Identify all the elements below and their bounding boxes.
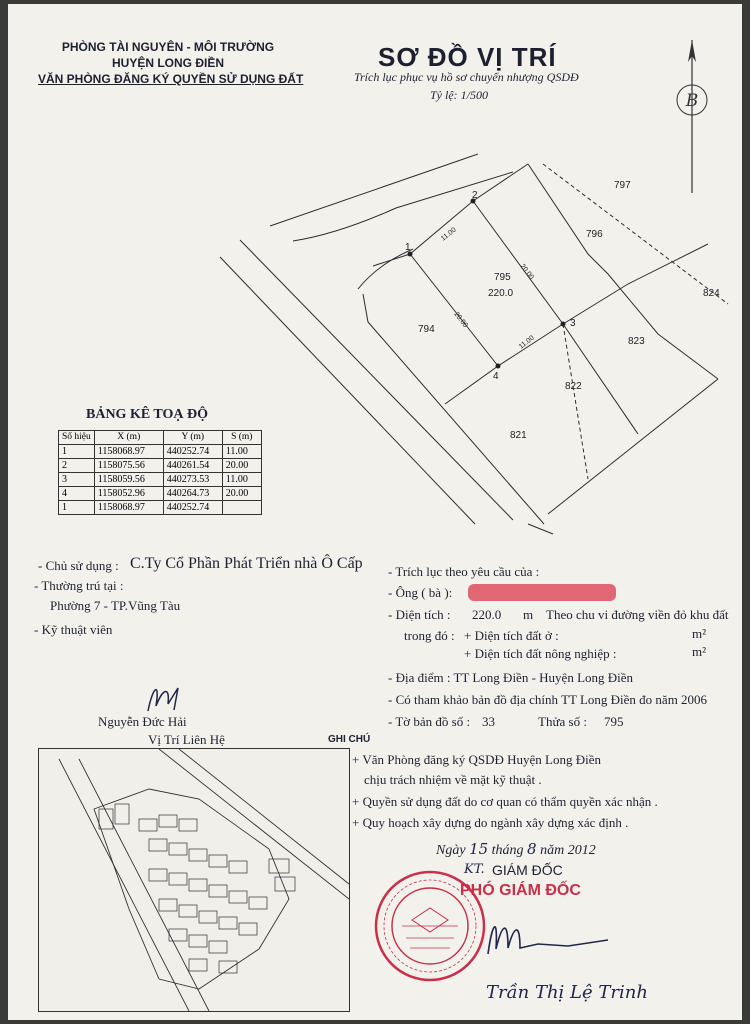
page-title: SƠ ĐỒ VỊ TRÍ xyxy=(378,42,557,72)
director-title: GIÁM ĐỐC xyxy=(492,862,563,878)
date-line xyxy=(436,840,596,859)
parcel-823: 823 xyxy=(628,336,645,347)
residence-label: - Thường trú tại : xyxy=(34,578,124,593)
org-line-3: VĂN PHÒNG ĐĂNG KÝ QUYỀN SỬ DỤNG ĐẤT xyxy=(38,72,304,86)
parcel-824: 824 xyxy=(703,288,720,299)
parcel-822: 822 xyxy=(565,381,582,392)
table-row: 3 1158059.56 440273.53 11.00 xyxy=(59,473,262,487)
area-value: 220.0 xyxy=(472,607,502,622)
parcel-area: 220.0 xyxy=(488,288,514,299)
table-row: 1 1158068.97 440252.74 xyxy=(59,501,262,515)
org-line-2: HUYỆN LONG ĐIỀN xyxy=(111,56,224,70)
kt-mark: KT. xyxy=(464,862,485,877)
reference-line: - Có tham khảo bản đồ địa chính TT Long Điền đo năm 2006 xyxy=(388,692,708,707)
residential-area-label: + Diện tích đất ở : xyxy=(464,628,559,643)
date-day: 15 xyxy=(469,840,489,858)
director-signature xyxy=(478,904,628,964)
location-line: - Địa điểm : TT Long Điền - Huyện Long Điền xyxy=(388,670,634,685)
agricultural-area-label: + Diện tích đất nông nghiệp : xyxy=(464,646,617,661)
parcel-821: 821 xyxy=(510,430,527,441)
north-letter: B xyxy=(685,91,699,111)
parcel-794: 794 xyxy=(418,324,435,335)
parcel-797: 797 xyxy=(614,180,631,191)
signer-name: Trần Thị Lệ Trinh xyxy=(486,982,648,1003)
breakdown-label: trong đó : xyxy=(404,628,455,643)
document-page xyxy=(8,4,742,1020)
coords-header-x: X (m) xyxy=(94,431,163,445)
location-inset-map xyxy=(38,748,350,1012)
table-row: 4 1158052.96 440264.73 20.00 xyxy=(59,487,262,501)
edge-label-2: 20.00 xyxy=(518,262,535,282)
map-sheet-label: - Tờ bản đồ số : xyxy=(388,714,471,729)
point-1: 1 xyxy=(405,242,411,253)
extract-request: - Trích lục theo yêu cầu của : xyxy=(388,564,540,579)
note-1b: chịu trách nhiệm về mặt kỹ thuật . xyxy=(364,772,542,787)
parcel-796: 796 xyxy=(586,229,603,240)
official-stamp xyxy=(372,868,488,984)
edge-label-3: 11.00 xyxy=(517,334,536,351)
edge-label-1: 11.00 xyxy=(439,226,458,243)
page-subtitle: Trích lục phục vụ hồ sơ chuyển nhượng QSDĐ xyxy=(354,70,579,84)
area-label: - Diện tích : xyxy=(388,607,451,622)
point-2: 2 xyxy=(472,190,478,201)
owner-label: - Chủ sử dụng : xyxy=(38,558,119,573)
residence-value: Phường 7 - TP.Vũng Tàu xyxy=(50,598,181,613)
residential-area-unit: m² xyxy=(692,626,707,641)
agricultural-area-unit: m² xyxy=(692,644,707,659)
technician-label: - Kỹ thuật viên xyxy=(34,622,113,637)
table-row: 1 1158068.97 440252.74 11.00 xyxy=(59,445,262,459)
technician-name: Nguyễn Đức Hải xyxy=(98,714,187,729)
point-4: 4 xyxy=(493,371,499,382)
area-unit: m xyxy=(523,607,534,622)
point-3: 3 xyxy=(570,318,576,329)
notes-title: GHI CHÚ xyxy=(328,734,371,745)
coords-title: BẢNG KÊ TOẠ ĐỘ xyxy=(86,407,209,422)
technician-signature xyxy=(138,676,198,716)
table-row: 2 1158075.56 440261.54 20.00 xyxy=(59,459,262,473)
month-label: tháng xyxy=(491,843,524,858)
area-note: Theo chu vi đường viền đỏ khu đất xyxy=(546,607,729,622)
parcel-795: 795 xyxy=(494,272,511,283)
deputy-director-title: PHÓ GIÁM ĐỐC xyxy=(460,882,581,899)
coords-header-y: Y (m) xyxy=(163,431,222,445)
coords-header-no: Số hiệu xyxy=(59,431,95,445)
parcel-number-label: Thửa số : xyxy=(538,714,587,729)
map-sheet-value: 33 xyxy=(482,714,495,729)
date-month: 8 xyxy=(527,840,537,858)
coords-header-s: S (m) xyxy=(222,431,261,445)
date-prefix: Ngày xyxy=(436,843,466,858)
redacted-name xyxy=(468,584,616,601)
owner-name-label: - Ông ( bà ): xyxy=(388,585,453,600)
scale-label: Tỷ lệ: 1/500 xyxy=(430,88,488,102)
location-map-title: Vị Trí Liên Hệ xyxy=(148,732,225,747)
note-1: + Văn Phòng đăng ký QSDĐ Huyện Long Điền xyxy=(352,752,602,767)
note-3: + Quy hoạch xây dựng do ngành xây dựng xác định . xyxy=(352,815,629,830)
org-line-1: PHÒNG TÀI NGUYÊN - MÔI TRƯỜNG xyxy=(61,40,275,54)
parcel-number-value: 795 xyxy=(604,714,624,729)
note-2: + Quyền sử dụng đất do cơ quan có thẩm quyền xác nhận . xyxy=(352,794,658,809)
edge-label-4: 20.00 xyxy=(452,310,469,330)
year-label: năm 2012 xyxy=(540,843,596,858)
coords-table xyxy=(58,430,262,515)
owner-value: C.Ty Cổ Phần Phát Triển nhà Ô Cấp xyxy=(130,555,363,572)
